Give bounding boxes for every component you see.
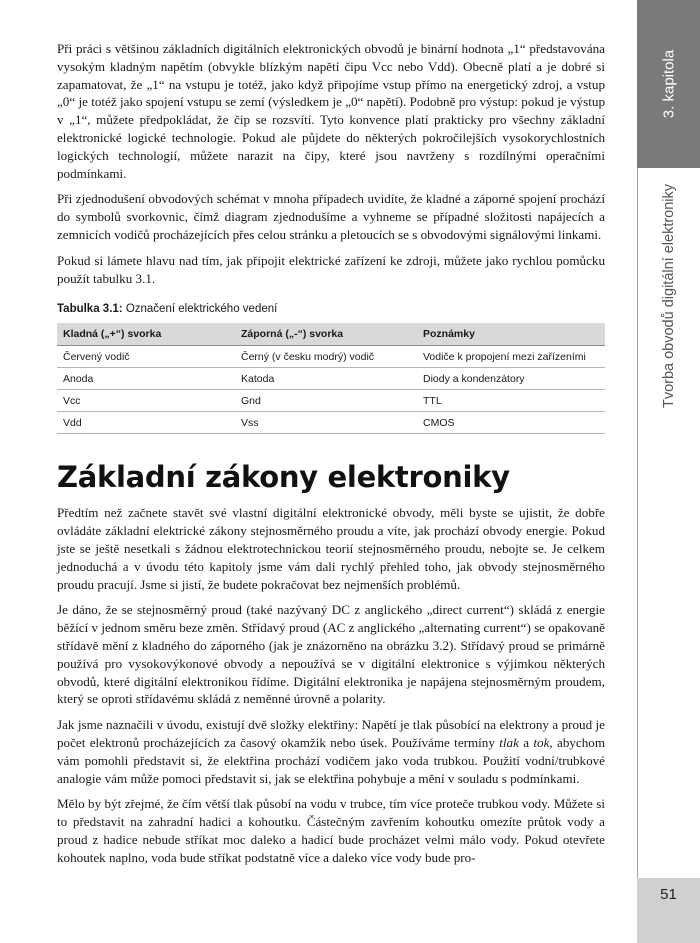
paragraph: Pokud si lámete hlavu nad tím, jak připojit elektrické zařízení ke zdroji, můžete jako rychlou pomůcku použít tabulku 3.1. <box>57 252 605 286</box>
table-header-row <box>57 323 605 346</box>
table-cell: Červený vodič <box>57 346 235 368</box>
table-header-cell: Poznámky <box>417 323 605 346</box>
table-cell: Vodiče k propojení mezi zařízeními <box>417 346 605 368</box>
table-caption <box>57 303 605 315</box>
table-cell: Černý (v česku modrý) vodič <box>235 346 417 368</box>
table-row <box>57 346 605 368</box>
chapter-tab-label: 3. kapitola <box>660 49 677 119</box>
paragraph: Při zjednodušení obvodových schémat v mnoha případech uvidíte, že kladné a záporné spojení prochází do symbolů svorkovnic, čímž diagram zjednodušíme a vyhneme se případné složitosti napájecích a zemnicích vodičů procházejících přes celou stránku a pletoucích se s obvodovými signálovými linkami. <box>57 191 605 242</box>
paragraph: Při práci s většinou základních digitálních elektronických obvodů je binární hodnota „1“ představována vysokým kladným napětím (obvykle blízkým napětí čipu Vcc nebo Vdd). Obecně platí a je dobré si zapamatovat, že „1“ na vstupu je totéž, jako když připojíme vstup přímo na energetický zdroj, a vstup „0“ je totéž jako spojení vstupu se zemí (výsledkem je „0“ napětí). Podobně pro výstup: pokud je výstup v „1“, můžete předpokládat, že čip se rozsvítí. Tyto konvence platí prakticky pro všechny základní elektronické logické technologie. Pokud ale půjdete do některých pokročilejších vysokorychlostních logických technologií, můžete narazit na čipy, které jsou navrženy s rozdílnými operačními podmínkami. <box>57 41 605 181</box>
page-number: 51 <box>660 886 677 903</box>
main-text-column <box>57 40 605 875</box>
paragraph: Je dáno, že se stejnosměrný proud (také nazývaný DC z anglického „direct current“) skládá z energie běžící v jednom směru beze změn. Střídavý proud (AC z anglického „alternating current“) se opakovaně střídavě mění z kladného do záporného (jak je znázorněno na obrázku 3.2). Střídavý proud se primárně používá pro vysokovýkonové obvody a nepoužívá se v digitální elektronice s výjimkou některých obvodů, které digitální elektronikou řídíme. Digitální elektronika je napájena stejnosměrným proudem, který se oproti střídavému skládá z neměnné úrovně a polarity. <box>57 602 605 707</box>
paragraph-text: a <box>518 734 534 750</box>
table-row <box>57 368 605 390</box>
emphasis-term: tlak <box>499 734 519 750</box>
paragraph-text: , abychom vám pomohli představit si, že elektřina prochází vodičem jako voda trubkou. Použití vodní/trubkové analogie vám může pomoci představit si, jak se elektřina pohybuje a mění v souladu s podmínkami. <box>57 734 606 786</box>
table-header-cell: Záporná („-“) svorka <box>235 323 417 346</box>
chapter-tab <box>637 0 700 168</box>
table-header-cell: Kladná („+“) svorka <box>57 323 235 346</box>
table-cell: Vss <box>235 412 417 434</box>
paragraph <box>57 716 605 787</box>
paragraph-text: Jak jsme naznačili v úvodu, existují dvě složky elektřiny: Napětí je tlak působící na elektrony a proud je počet elektronů procházejících za časový okamžik nebo úsek. Používáme termíny <box>57 717 605 750</box>
side-divider <box>637 168 638 878</box>
table-cell: CMOS <box>417 412 605 434</box>
table-caption-text: Označení elektrického vedení <box>122 303 278 316</box>
paragraph: Mělo by být zřejmé, že čím větší tlak působí na vodu v trubce, tím více proteče trubkou vody. Můžete si to představit na zahradní hadici a kohoutku. Částečným zavřením kohoutku omezíte průtok vody a proud z hadice nebude stříkat moc daleko a hadicí bude procházet velmi málo vody. Pokud otevřete kohoutek naplno, voda bude stříkat podstatně více a daleko více vody bude pro- <box>57 796 605 865</box>
table-cell: Gnd <box>235 390 417 412</box>
wiring-table <box>57 323 605 434</box>
chapter-title-label: Tvorba obvodů digitální elektroniky <box>660 183 677 408</box>
page-number-box <box>637 878 700 943</box>
table-cell: Anoda <box>57 368 235 390</box>
chapter-title-tab <box>637 168 700 423</box>
table-cell: TTL <box>417 390 605 412</box>
table-cell: Diody a kondenzátory <box>417 368 605 390</box>
table-caption-label: Tabulka 3.1: <box>57 303 123 316</box>
emphasis-term: tok <box>533 734 550 750</box>
table-cell: Katoda <box>235 368 417 390</box>
section-heading: Základní zákony elektroniky <box>57 460 510 495</box>
table-cell: Vdd <box>57 412 235 434</box>
paragraph: Předtím než začnete stavět své vlastní digitální elektronické obvody, měli byste se ujistit, že dobře ovládáte základní elektrické zákony stejnosměrného proudu a víte, jak prochází obvody energie. Pokud jste se ještě nesetkali s žádnou elektrotechnickou teorií stejnosměrného proudu, nebojte se. Je celkem jednoduchá a v úvodu této kapitoly jsme vám dali rychlý přehled toho, jak obvody stejnosměrného proudu pracují. Jsme si jistí, že budete pokračovat bez nejmenších problémů. <box>57 505 605 592</box>
table-row <box>57 390 605 412</box>
table-cell: Vcc <box>57 390 235 412</box>
table-row <box>57 412 605 434</box>
